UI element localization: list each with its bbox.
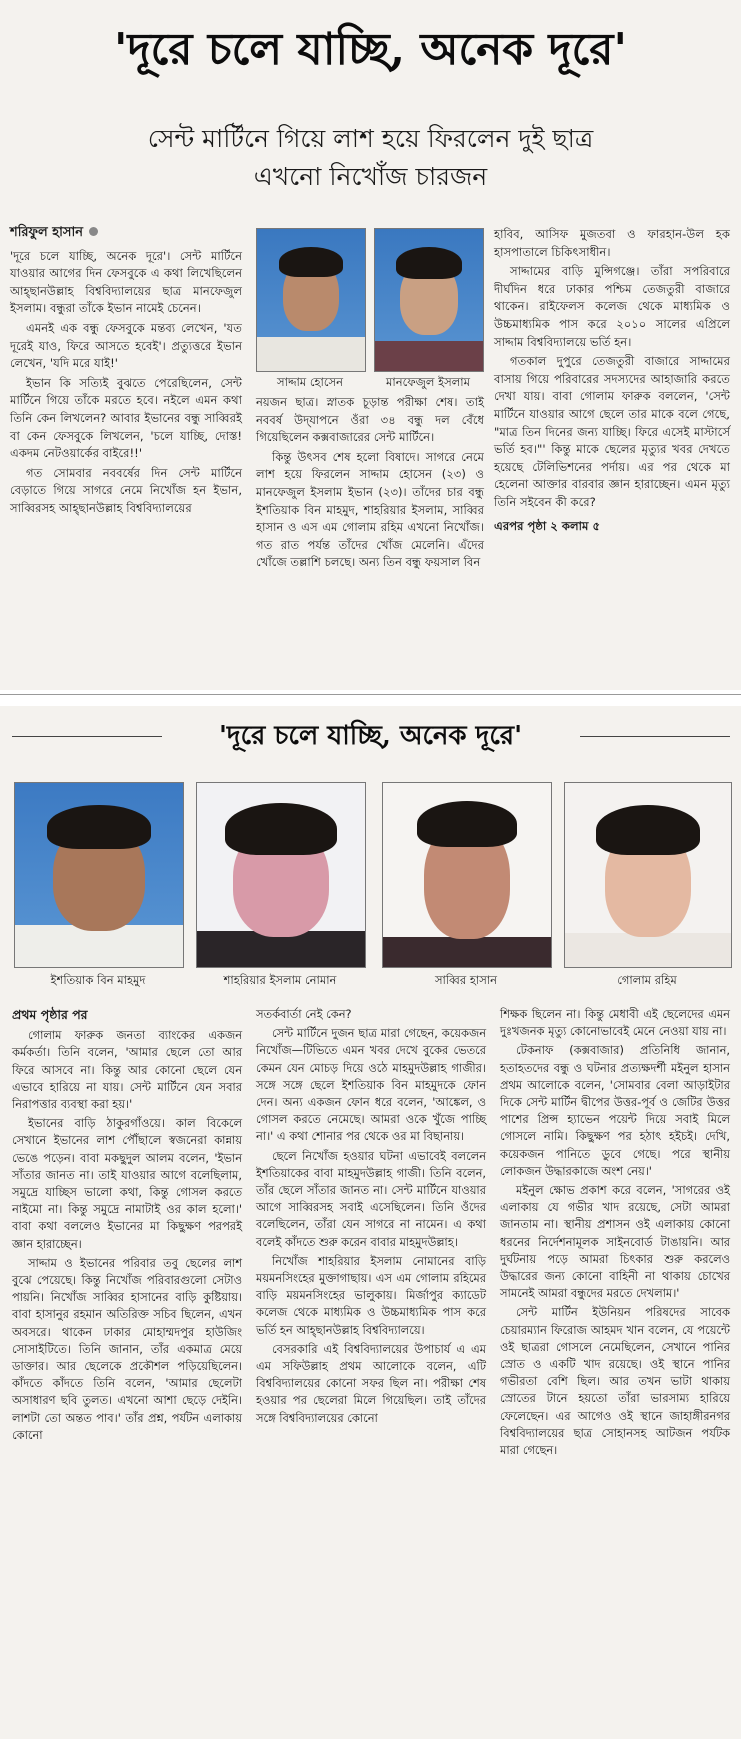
article-column-2 bbox=[256, 394, 484, 574]
continuation-headline: 'দূরে চলে যাচ্ছি, অনেক দূরে' bbox=[218, 721, 523, 751]
clipping-divider bbox=[0, 694, 741, 695]
paragraph: সতর্কবার্তা নেই কেন? bbox=[256, 1007, 352, 1021]
paragraph: এমনই এক বন্ধু ফেসবুকে মন্তব্য লেখেন, 'যত দূরেই যাও, ফিরে আসতে হবেই'। প্রত্যুত্তরে ইভান লেখেন, 'যদি মরে যাই!' bbox=[10, 320, 242, 371]
news-clipping-top bbox=[0, 0, 741, 690]
article-column-1 bbox=[12, 1006, 242, 1446]
paragraph: টেকনাফ (কক্সবাজার) প্রতিনিধি জানান, হতাহতদের বন্ধু ও ঘটনার প্রত্যক্ষদর্শী মইনুল হাসান প্রথম আলোকে বলেন, 'সোমবার বেলা আড়াইটার দিকে সেন্ট মার্টিন দ্বীপের উত্তর-পূর্ব ও জেটির উত্তর পাশের প্রিন্স হ্যাভেন পয়েন্ট দিয়ে সবাই মিলে গোসলে নামি। কিছুক্ষণ পর হঠাৎ হইচই। দেখি, কয়েকজন পানিতে ডুবে গেছে। পরে স্থানীয় লোকজন উদ্ধারকাজে অংশ নেয়।' bbox=[500, 1043, 730, 1178]
article-column-1 bbox=[10, 224, 242, 520]
photo-saddam bbox=[256, 228, 366, 372]
main-headline: 'দূরে চলে যাচ্ছি, অনেক দূরে' bbox=[114, 24, 627, 75]
photo-caption: সাব্বির হাসান bbox=[434, 973, 498, 987]
paragraph: ইভান কি সত্যিই বুঝতে পেরেছিলেন, সেন্ট মার্টিনে গিয়ে তাঁকে মরতে হবে। নইলে এমন কথা তিনি কেন লিখলেন? আবার ইভানের বন্ধু সাব্বিরই বা কেন ফেসবুকে লিখলেন, 'চলে যাচ্ছি, দোস্ত! একদম নেটওয়ার্কের বাইরে!!' bbox=[10, 375, 242, 461]
paragraph: গতকাল দুপুরে তেজতুরী বাজারে সাদ্দামের বাসায় গিয়ে পরিবারের সদস্যদের আহাজারি করতে দেখা যায়। বাবা গোলাম ফারুক বললেন, 'সেন্ট মার্টিনে যাওয়ার আগে ছেলে তার মাকে বলে গেছে, "মাত্র তিন দিনের জন্য যাচ্ছি। ফিরে এসেই মাস্টার্সে ভর্তি হব।"' কিন্তু মাকে ছেলের মৃত্যুর খবর দেখতে হয়েছে টেলিভিশনের পর্দায়। এর পর থেকে মা হেলেনা আক্তার বারবার জ্ঞান হারাচ্ছেন। এমন মৃত্যু তিনি সইবেন কী করে? bbox=[494, 354, 730, 509]
paragraph: 'দূরে চলে যাচ্ছি, অনেক দূরে'। সেন্ট মার্টিনে যাওয়ার আগের দিন ফেসবুকে এ কথা লিখেছিলেন আহ্ছানউল্লাহ বিশ্ববিদ্যালয়ের ছাত্র মানফেজুল ইসলাম। বন্ধুরা তাঁকে ইভান নামেই চেনেন। bbox=[10, 248, 242, 316]
news-clipping-bottom bbox=[0, 706, 741, 1739]
photo-golam-rahim bbox=[564, 782, 732, 968]
article-column-3 bbox=[494, 226, 730, 537]
deck-line-1: সেন্ট মার্টিনে গিয়ে লাশ হয়ে ফিরলেন দুই ছাত্র bbox=[147, 124, 594, 153]
photo-manfezul bbox=[374, 228, 484, 372]
deck-line-2: এখনো নিখোঁজ চারজন bbox=[253, 162, 488, 191]
paragraph: সাদ্দাম ও ইভানের পরিবার তবু ছেলের লাশ বুঝে পেয়েছে। কিন্তু নিখোঁজ পরিবারগুলো সেটাও পায়নি। নিখোঁজ সাব্বির হাসানের বাড়ি কুষ্টিয়ায়। বাবা হাসানুর রহমান অতিরিক্ত সচিব ছিলেন, এখন অবসরে। থাকেন ঢাকার মোহাম্মদপুর হাউজিং সোসাইটিতে। তিনি জানান, তাঁর একমাত্র মেয়ে ডাক্তার। আর ছেলেকে প্রকৌশল পড়িয়েছিলেন। কাঁদতে কাঁদতে তিনি বলেন, 'আমার ছেলেটা অসাধারণ ছবি তুলত। এখনো আশা ছেড়ে দেইনি। লাশটা তো অন্তত পাব।' তাঁর প্রশ্ন, পর্যটন এলাকায় কোনো bbox=[12, 1255, 242, 1442]
paragraph: মইনুল ক্ষোভ প্রকাশ করে বলেন, 'সাগরের ওই এলাকায় যে গভীর খাদ রয়েছে, সেটা আমরা জানতাম না। স্থানীয় প্রশাসন ওই এলাকায় কোনো ধরনের নির্দেশনামূলক সাইনবোর্ড টাঙায়নি। আর দুর্ঘটনায় পড়ে আমরা চিৎকার শুরু করলেও উদ্ধারের জন্য কোনো বাহিনী না থাকায় চোখের সামনেই আমরা বন্ধুদের মরতে দেখলাম।' bbox=[500, 1183, 730, 1301]
paragraph: গত সোমবার নববর্ষের দিন সেন্ট মার্টিনে বেড়াতে গিয়ে সাগরে নেমে নিখোঁজ হন ইভান, সাব্বিরসহ আহ্ছানউল্লাহ বিশ্ববিদ্যালয়ের bbox=[10, 465, 242, 515]
paragraph: ছেলে নিখোঁজ হওয়ার ঘটনা এভাবেই বললেন ইশতিয়াকের বাবা মাহমুদউল্লাহ গাজী। তিনি বলেন, তাঁর ছেলে সাঁতার জানত না। সেন্ট মার্টিনে যাওয়ার আগে সাব্বিরসহ সবাই এসেছিলেন। তিনি ওঁদের বলেছিলেন, তাঁরা যেন সাগরে না নামেন। এ কথা বলেই কাঁদতে শুরু করেন বাবার মাহমুদউল্লাহ। bbox=[256, 1148, 486, 1249]
paragraph: সেন্ট মার্টিন ইউনিয়ন পরিষদের সাবেক চেয়ারম্যান ফিরোজ আহমদ খান বলেন, যে পয়েন্টে ওই ছাত্ররা গোসলে নেমেছিলেন, সেখানে পানির স্রোত ও একটি খাদ রয়েছে। ওই স্থানে পানির গভীরতা বেশি ছিল। আর তখন ভাটা থাকায় স্রোতের টানে হয়তো তাঁরা ভারসাম্য হারিয়ে ফেলেছেন। এর আগেও ওই স্থানে জাহাঙ্গীরনগর বিশ্ববিদ্যালয়ের ছাত্র সোহানসহ আটজন পর্যটক মারা গেছেন। bbox=[500, 1305, 730, 1458]
photo-caption: গোলাম রহিম bbox=[617, 973, 677, 987]
paragraph: ইভানের বাড়ি ঠাকুরগাঁওয়ে। কাল বিকেলে সেখানে ইভানের লাশ পৌঁছালে স্বজনেরা কান্নায় ভেঙে পড়েন। বাবা মকছুদুল আলম বলেন, 'ইভান সাঁতার জানত না। তাই যাওয়ার আগে বলেছিলাম, সমুদ্রে যাচ্ছিস ভালো কথা, কিন্তু গোসল করতে নাইমো না। কিন্তু সমুদ্রে নামাটাই ওর কাল হলো।' বাবা কথা বললেও ইভানের মা কিছুক্ষণ পরপরই জ্ঞান হারাচ্ছেন। bbox=[12, 1116, 242, 1251]
continued-line: এরপর পৃষ্ঠা ২ কলাম ৫ bbox=[494, 518, 600, 533]
byline-dot-icon bbox=[89, 227, 98, 236]
photo-caption: ইশতিয়াক বিন মাহমুদ bbox=[50, 973, 146, 987]
photo-caption: শাহরিয়ার ইসলাম নোমান bbox=[223, 973, 337, 987]
paragraph: কিন্তু উৎসব শেষ হলো বিষাদে। সাগরে নেমে লাশ হয়ে ফিরলেন সাদ্দাম হোসেন (২৩) ও মানফেজুল ইসলাম ইভান (২৩)। তাঁদের চার বন্ধু ইশতিয়াক বিন মাহমুদ, শাহরিয়ার ইসলাম, সাব্বির হাসান ও এস এম গোলাম রহিম এখনো নিখোঁজ। গত রাত পর্যন্ত তাঁদের খোঁজ মেলেনি। এঁদের খোঁজে তল্লাশি চলছে। অন্য তিন বন্ধু ফয়সাল বিন bbox=[256, 449, 484, 570]
paragraph: সাদ্দামের বাড়ি মুন্সিগঞ্জে। তাঁরা সপরিবারে দীর্ঘদিন ধরে ঢাকার পশ্চিম তেজতুরী বাজারে থাকেন। রাইফেলস কলেজ থেকে মাধ্যমিক ও উচ্চমাধ্যমিক পাস করে ২০১০ সালের এপ্রিলে সাদ্দাম বিশ্ববিদ্যালয়ে ভর্তি হন। bbox=[494, 264, 730, 349]
paragraph: নয়জন ছাত্র। স্নাতক চূড়ান্ত পরীক্ষা শেষ। তাই নববর্ষ উদ্‌যাপনে ওঁরা ৩৪ বন্ধু দল বেঁধে গিয়েছিলেন কক্সবাজারের সেন্ট মার্টিনে। bbox=[256, 395, 484, 445]
article-column-2 bbox=[256, 1006, 486, 1429]
byline: শরিফুল হাসান bbox=[10, 224, 242, 242]
continued-from: প্রথম পৃষ্ঠার পর bbox=[12, 1007, 88, 1022]
photo-sabbir bbox=[382, 782, 552, 968]
photo-ishtiak bbox=[14, 782, 184, 968]
photo-shahriar bbox=[196, 782, 366, 968]
paragraph: শিক্ষক ছিলেন না। কিন্তু মেধাবী এই ছেলেদের এমন দুঃখজনক মৃত্যু কোনোভাবেই মেনে নেওয়া যায় না। bbox=[500, 1007, 730, 1039]
paragraph: গোলাম ফারুক জনতা ব্যাংকের একজন কর্মকর্তা। তিনি বলেন, 'আমার ছেলে তো আর ফিরে আসবে না। কিন্তু আর কোনো ছেলে যেন এভাবে হারিয়ে না যায়। সেন্ট মার্টিনে যেন সবার নিরাপত্তার ব্যবস্থা করা হয়।' bbox=[12, 1028, 242, 1112]
photo-caption: সাদ্দাম হোসেন bbox=[277, 375, 343, 389]
paragraph: নিখোঁজ শাহরিয়ার ইসলাম নোমানের বাড়ি ময়মনসিংহের মুক্তাগাছায়। এস এম গোলাম রহিমের বাড়ি ময়মনসিংহের ভালুকায়। মির্জাপুর ক্যাডেট কলেজ থেকে মাধ্যমিক ও উচ্চমাধ্যমিক পাস করে ভর্তি হন আহ্ছানউল্লাহ বিশ্ববিদ্যালয়ে। bbox=[256, 1253, 486, 1337]
photo-caption: মানফেজুল ইসলাম bbox=[386, 375, 470, 389]
paragraph: বেসরকারি এই বিশ্ববিদ্যালয়ের উপাচার্য এ এম এম সফিউল্লাহ প্রথম আলোকে বলেন, এটি বিশ্ববিদ্যালয়ের কোনো সফর ছিল না। পরীক্ষা শেষ হওয়ার পর ছেলেরা মিলে গিয়েছিল। তাই তাঁদের সঙ্গে বিশ্ববিদ্যালয়ের কোনো bbox=[256, 1341, 486, 1425]
article-column-3 bbox=[500, 1006, 730, 1461]
paragraph: হাবিব, আসিফ মুজতবা ও ফারহান-উল হক হাসপাতালে চিকিৎসাধীন। bbox=[494, 227, 730, 259]
paragraph: সেন্ট মার্টিনে দুজন ছাত্র মারা গেছেন, কয়েকজন নিখোঁজ—টিভিতে এমন খবর দেখে বুকের ভেতরে কেমন যেন মোচড় দিয়ে ওঠে মাহমুদউল্লাহ গাজীর। সঙ্গে সঙ্গে ছেলে ইশতিয়াক বিন মাহমুদকে ফোন দেন। অন্য একজন ফোন ধরে বলেন, 'আঙ্কেল, ও গোসল করতে নেমেছে। আমরা ওকে খুঁজে পাচ্ছি না।' এ কথা শোনার পর থেকে ওর মা বিছানায়। bbox=[256, 1026, 486, 1144]
